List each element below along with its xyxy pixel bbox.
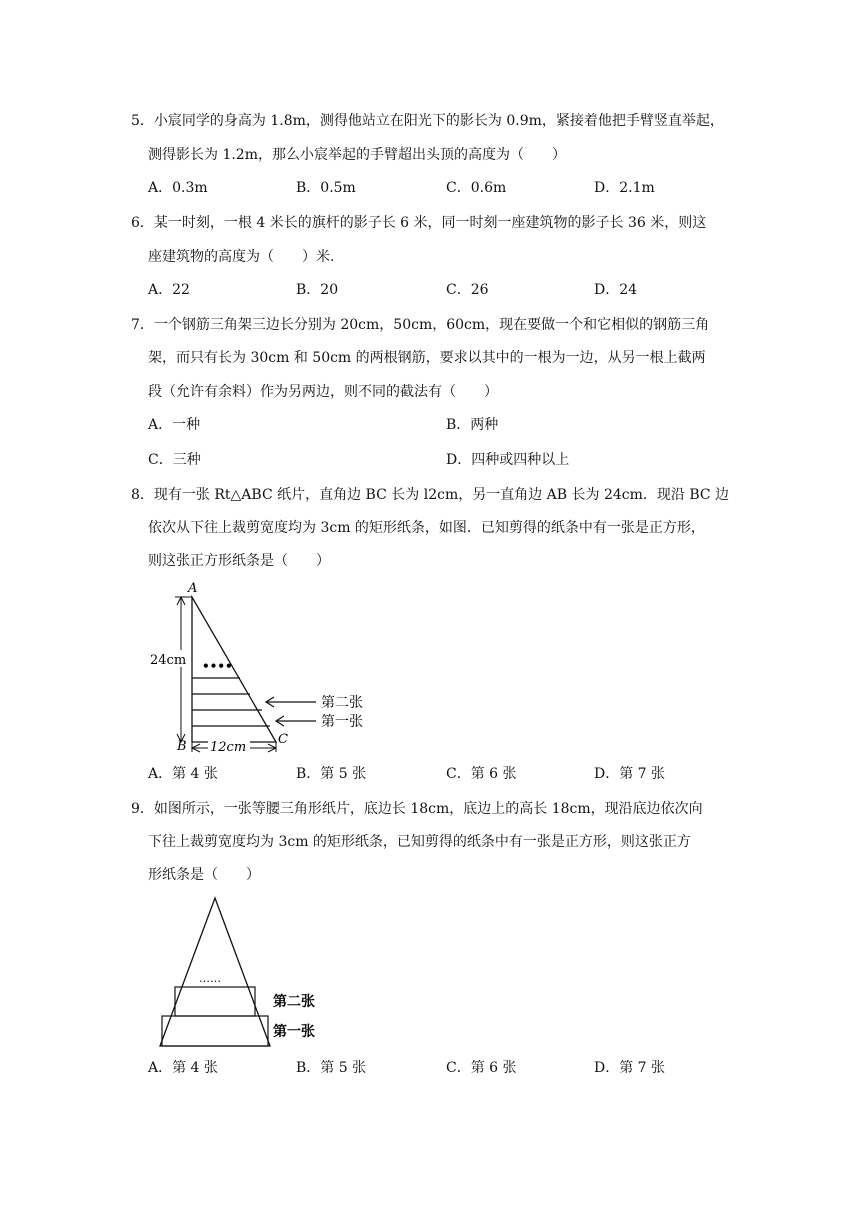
q9-option-b: B．第 5 张 (296, 1060, 367, 1076)
q7-option-c: C．三种 (148, 452, 201, 468)
q8-dots: •••• (202, 659, 233, 673)
q6-option-a: A．22 (148, 282, 190, 298)
q8-line-2: 依次从下往上裁剪宽度均为 3cm 的矩形纸条，如图．已知剪得的纸条中有一张是正方形， (148, 520, 705, 536)
q9-line-2: 下往上裁剪宽度均为 3cm 的矩形纸条，已知剪得的纸条中有一张是正方形，则这张正方 (148, 834, 691, 850)
q9-option-c: C．第 6 张 (446, 1060, 517, 1076)
q9-line-3: 形纸条是（ ） (148, 867, 260, 883)
q8-option-d: D．第 7 张 (594, 766, 666, 782)
q8-option-c: C．第 6 张 (446, 766, 517, 782)
q5-option-c: C．0.6m (446, 180, 507, 196)
q9-strip1-label: 第一张 (273, 1024, 315, 1040)
q5-option-b: B．0.5m (296, 180, 356, 196)
q8-strip1-label: 第一张 (321, 714, 363, 730)
q7-option-a: A．一种 (148, 417, 201, 433)
q8-vertex-c: C (278, 732, 288, 747)
q9-strip2-label: 第二张 (273, 994, 315, 1010)
q8-height-label: 24cm (150, 653, 187, 668)
q9-strip-1 (162, 1016, 268, 1046)
q9-dots: …… (199, 972, 221, 985)
q8-option-a: A．第 4 张 (148, 766, 218, 782)
q6-option-b: B．20 (296, 282, 339, 298)
q5-option-a: A．0.3m (148, 180, 208, 196)
q7-option-b: B．两种 (446, 417, 499, 433)
q8-option-b: B．第 5 张 (296, 766, 367, 782)
q8-line-1: 8．现有一张 Rt△ABC 纸片，直角边 BC 长为 l2cm，另一直角边 AB 长为 24cm．现沿 BC 边 (131, 487, 730, 503)
q6-option-d: D．24 (594, 282, 638, 298)
q5-line-2: 测得影长为 1.2m，那么小宸举起的手臂超出头顶的高度为（ ） (148, 147, 566, 163)
q7-line-3: 段（允许有余料）作为另两边，则不同的截法有（ ） (148, 384, 498, 400)
q5-option-d: D．2.1m (594, 180, 655, 196)
q9-option-d: D．第 7 张 (594, 1060, 666, 1076)
q7-line-1: 7．一个钢筋三角架三边长分别为 20cm，50cm，60cm，现在要做一个和它相似的钢筋三角 (131, 317, 710, 333)
q9-strip-2 (175, 987, 255, 1016)
q8-base-label: 12cm (210, 740, 247, 755)
q6-line-2: 座建筑物的高度为（ ）米. (148, 249, 335, 265)
q6-option-c: C．26 (446, 282, 489, 298)
q7-line-2: 架，而只有长为 30cm 和 50cm 的两根钢筋，要求以其中的一根为一边，从另一根上截两 (148, 350, 706, 366)
q9-figure (145, 890, 345, 1054)
q9-line-1: 9．如图所示，一张等腰三角形纸片，底边长 18cm，底边上的高长 18cm，现沿底边依次向 (131, 801, 703, 817)
q6-line-1: 6．某一时刻，一根 4 米长的旗杆的影子长 6 米，同一时刻一座建筑物的影子长 36 米，则这 (131, 215, 707, 231)
q7-option-d: D．四种或四种以上 (446, 452, 570, 468)
q5-line-1: 5．小宸同学的身高为 1.8m，测得他站立在阳光下的影长为 0.9m，紧接着他把手臂竖直举起， (131, 113, 724, 129)
q8-figure (150, 580, 390, 756)
q9-option-a: A．第 4 张 (148, 1060, 218, 1076)
q8-line-3: 则这张正方形纸条是（ ） (148, 553, 330, 569)
q8-vertex-b: B (177, 739, 187, 754)
q8-strip2-label: 第二张 (321, 695, 363, 711)
q8-vertex-a: A (188, 581, 198, 596)
